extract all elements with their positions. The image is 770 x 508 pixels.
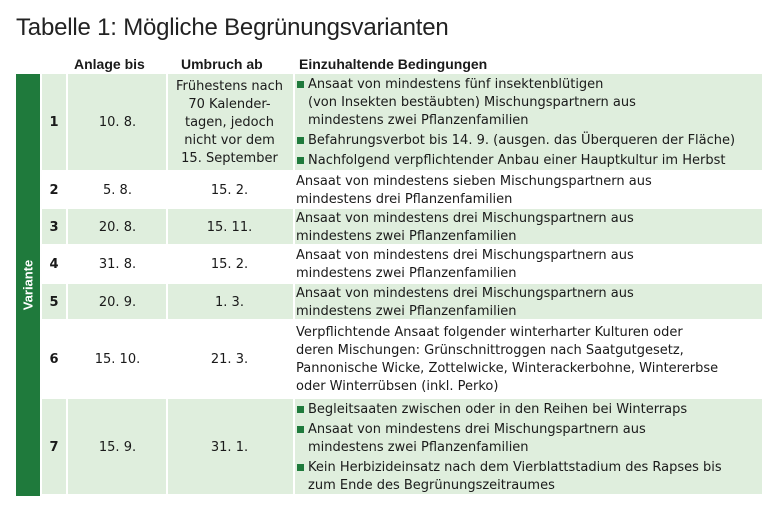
table-row [42, 284, 762, 321]
bedingung-bullet: Kein Herbizideinsatz nach dem Vierblattstadium des Rapses bis zum Ende des Begrünungszeitraumes [296, 459, 722, 495]
column-divider [293, 74, 295, 170]
umbruch-ab-value [169, 399, 290, 496]
column-divider [66, 74, 68, 170]
table-row [42, 74, 762, 172]
header-umbruch-ab: Umbruch ab [181, 56, 263, 72]
table-row [42, 172, 762, 209]
column-divider [66, 246, 68, 282]
column-divider [66, 284, 68, 319]
column-divider [166, 399, 168, 494]
bedingung-bullet: Befahrungsverbot bis 14. 9. (ausgen. das Überqueren der Fläche) [296, 132, 735, 150]
column-divider [166, 321, 168, 397]
table-title: Tabelle 1: Mögliche Begrünungsvarianten [16, 14, 449, 41]
umbruch-ab-value [169, 246, 290, 284]
variant-number: 4 [49, 257, 59, 272]
umbruch-ab-value [169, 209, 290, 246]
column-divider [293, 209, 295, 244]
bedingung-text: Verpflichtende Ansaat folgender winterharter Kulturen oder deren Mischungen: Grünschnittroggen nach Saatgutgesetz, Pannonische Wicke, Zottelwicke, Winterackerbohne, Wintererbse oder Winterrübsen (inkl. Perko) [296, 325, 719, 394]
header-anlage-bis: Anlage bis [74, 56, 145, 72]
column-divider [166, 209, 168, 244]
bedingung-text: Ansaat von mindestens drei Mischungspartnern aus mindestens zwei Pflanzenfamilien [296, 285, 634, 319]
table-row [42, 246, 762, 284]
bedingungen-cell [296, 209, 766, 246]
umbruch-ab-text: 15. 2. [210, 257, 249, 272]
column-divider [293, 399, 295, 494]
column-divider [166, 74, 168, 170]
umbruch-ab-text: 1. 3. [215, 294, 244, 310]
column-divider [166, 284, 168, 319]
column-divider [166, 246, 168, 282]
variante-side-label: Variante [20, 259, 36, 311]
bedingungen-cell [296, 321, 766, 399]
umbruch-ab-text: Frühestens nach 70 Kalender- tagen, jedoch nicht vor dem 15. September [176, 79, 283, 166]
variant-number: 1 [49, 115, 59, 130]
variant-number: 5 [49, 294, 59, 310]
bedingung-bullet: Ansaat von mindestens fünf insektenblütigen (von Insekten bestäubten) Mischungspartnern aus mindestens zwei Pflanzenfamilien [296, 76, 735, 130]
column-divider [66, 321, 68, 397]
bedingungen-list [296, 399, 722, 497]
table-row [42, 399, 762, 496]
umbruch-ab-text: 21. 3. [210, 352, 249, 367]
anlage-bis-value: 5. 8. [103, 182, 132, 198]
bedingung-text: Ansaat von mindestens drei Mischungspartnern aus mindestens zwei Pflanzenfamilien [296, 248, 634, 281]
variant-number: 7 [49, 439, 59, 455]
anlage-bis-value: 31. 8. [98, 257, 137, 272]
column-divider [166, 172, 168, 207]
column-divider [66, 209, 68, 244]
bedingung-bullet: Begleitsaaten zwischen oder in den Reihen bei Winterraps [296, 401, 722, 419]
umbruch-ab-text: 15. 2. [210, 182, 249, 198]
bedingungen-cell [296, 399, 766, 496]
variant-number: 3 [49, 219, 59, 235]
variant-number: 2 [49, 182, 59, 198]
column-divider [293, 246, 295, 282]
table-row [42, 209, 762, 246]
bedingungen-cell [296, 74, 766, 172]
umbruch-ab-text: 31. 1. [210, 439, 249, 455]
anlage-bis-value: 15. 10. [94, 352, 141, 367]
column-divider [293, 284, 295, 319]
anlage-bis-value: 15. 9. [98, 439, 137, 455]
column-divider [66, 172, 68, 207]
column-divider [293, 172, 295, 207]
umbruch-ab-value [169, 74, 290, 172]
umbruch-ab-value [169, 284, 290, 321]
bedingung-bullet: Ansaat von mindestens drei Mischungspartnern aus mindestens zwei Pflanzenfamilien [296, 421, 722, 457]
umbruch-ab-value [169, 321, 290, 399]
bedingung-bullet: Nachfolgend verpflichtender Anbau einer Hauptkultur im Herbst [296, 152, 735, 170]
anlage-bis-value: 20. 9. [98, 294, 137, 310]
bedingung-text: Ansaat von mindestens drei Mischungspartnern aus mindestens zwei Pflanzenfamilien [296, 210, 634, 244]
bedingungen-cell [296, 284, 766, 321]
column-divider [66, 399, 68, 494]
bedingungen-cell [296, 172, 766, 209]
umbruch-ab-value [169, 172, 290, 209]
anlage-bis-value: 10. 8. [98, 115, 137, 130]
header-bedingungen: Einzuhaltende Bedingungen [299, 56, 488, 72]
umbruch-ab-text: 15. 11. [206, 219, 253, 235]
table-row [42, 321, 762, 399]
variant-number: 6 [49, 352, 59, 367]
bedingungen-list [296, 74, 735, 172]
bedingung-text: Ansaat von mindestens sieben Mischungspartnern aus mindestens drei Pflanzenfamilien [296, 173, 652, 207]
column-divider [293, 321, 295, 397]
bedingungen-cell [296, 246, 766, 284]
anlage-bis-value: 20. 8. [98, 219, 137, 235]
